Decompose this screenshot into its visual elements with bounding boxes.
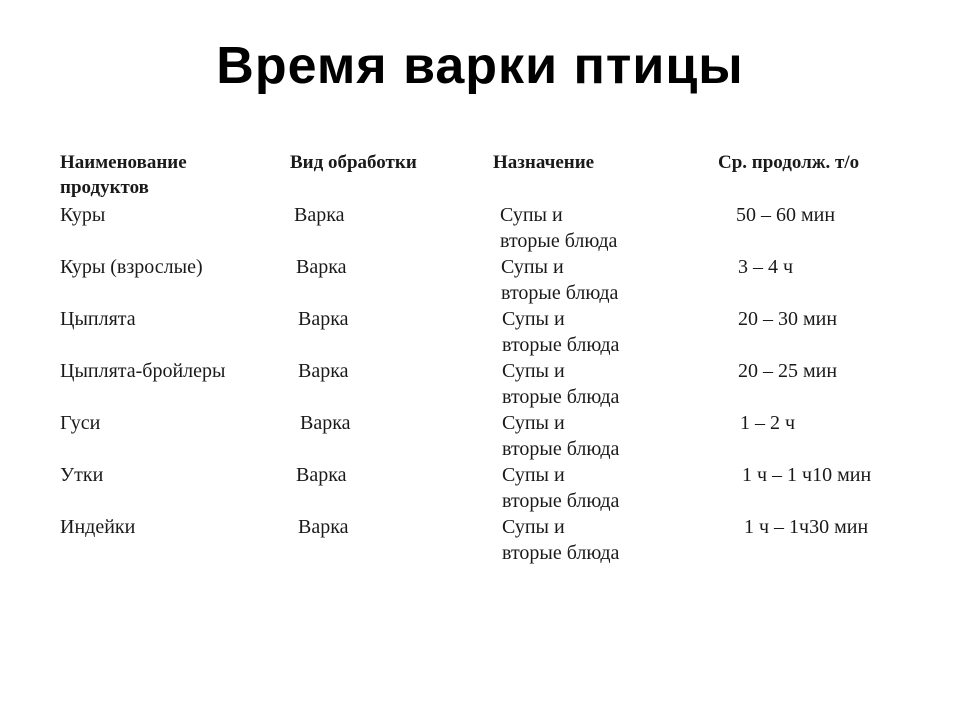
row-product: Куры (60, 204, 106, 226)
row-purpose: Супы и вторые блюда (502, 308, 620, 356)
header-duration: Ср. продолж. т/о (718, 152, 860, 173)
header-processing: Вид обработки (290, 152, 417, 173)
row-purpose: Супы и вторые блюда (502, 360, 620, 408)
row-processing: Варка (298, 516, 349, 538)
row-duration: 50 – 60 мин (736, 204, 836, 226)
header-purpose: Назначение (493, 152, 595, 173)
row-product: Утки (60, 464, 104, 486)
row-product: Куры (взрослые) (60, 256, 203, 278)
row-processing: Варка (296, 256, 347, 278)
row-purpose: Супы и вторые блюда (500, 204, 618, 252)
row-processing: Варка (300, 412, 351, 434)
row-product: Гуси (60, 412, 101, 434)
page-title: Время варки птицы (216, 37, 744, 95)
row-duration: 20 – 30 мин (738, 308, 838, 330)
row-product: Индейки (60, 516, 136, 538)
row-purpose: Супы и вторые блюда (502, 412, 620, 460)
row-duration: 20 – 25 мин (738, 360, 838, 382)
row-purpose: Супы и вторые блюда (501, 256, 619, 304)
row-processing: Варка (294, 204, 345, 226)
row-duration: 1 – 2 ч (740, 412, 796, 434)
row-product: Цыплята (60, 308, 136, 330)
row-duration: 3 – 4 ч (738, 256, 794, 278)
row-processing: Варка (298, 360, 349, 382)
header-product: Наименование продуктов (60, 152, 187, 198)
row-processing: Варка (296, 464, 347, 486)
row-purpose: Супы и вторые блюда (502, 464, 620, 512)
row-duration: 1 ч – 1 ч10 мин (742, 464, 872, 486)
row-processing: Варка (298, 308, 349, 330)
row-purpose: Супы и вторые блюда (502, 516, 620, 564)
row-duration: 1 ч – 1ч30 мин (744, 516, 869, 538)
row-product: Цыплята-бройлеры (60, 360, 226, 382)
